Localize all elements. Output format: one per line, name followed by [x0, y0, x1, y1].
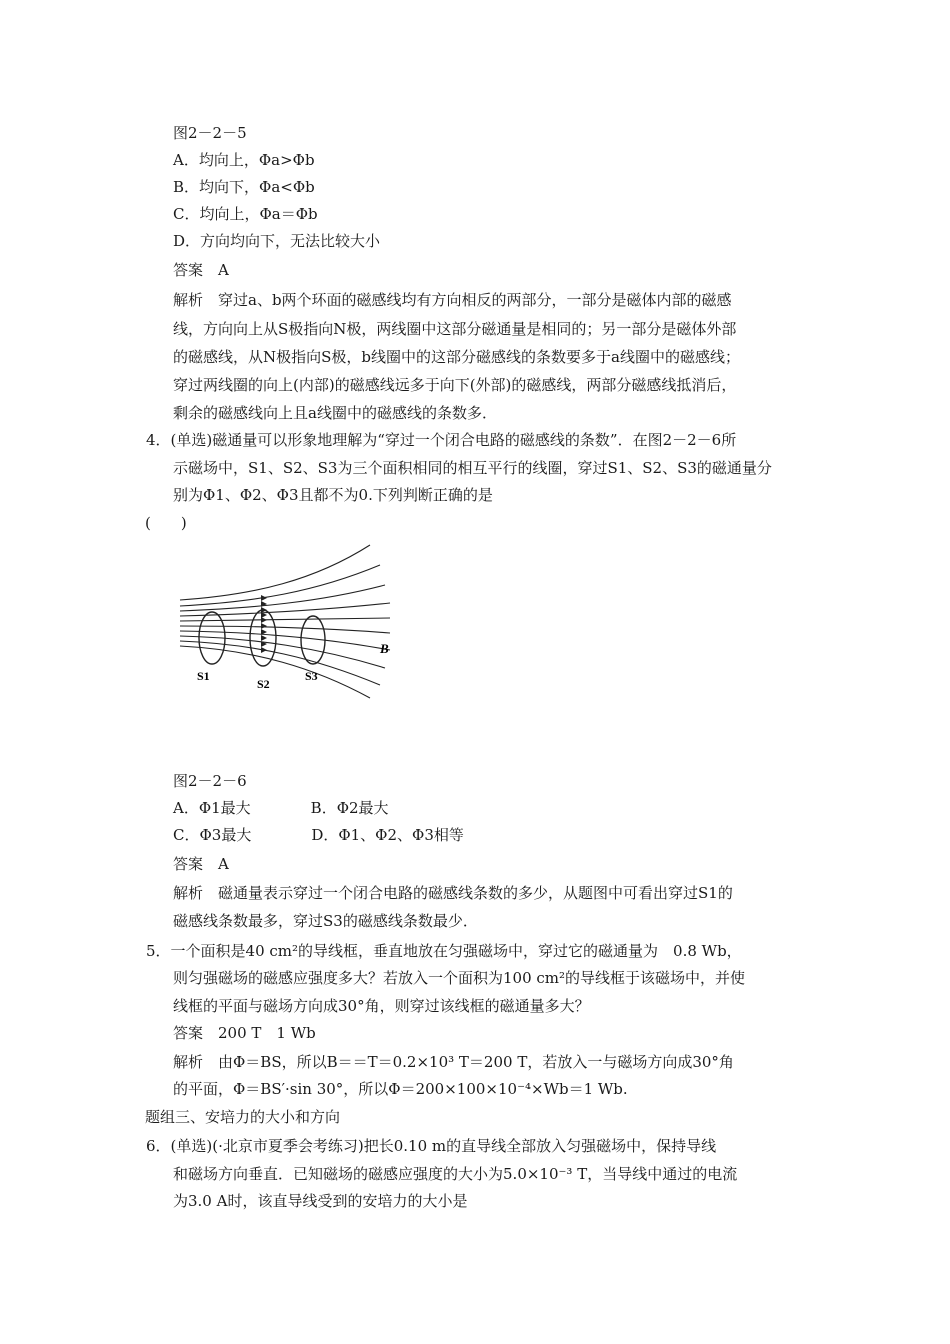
magnetic-field-figure	[175, 540, 420, 700]
explanation-line: 剩余的磁感线向上且a线圈中的磁感线的条数多．	[173, 404, 497, 422]
label-s3: S3	[305, 669, 318, 683]
figure-caption-2-2-6: 图2－2－6	[173, 772, 247, 790]
options-cd: C．Φ3最大 D．Φ1、Φ2、Φ3相等	[173, 826, 464, 844]
explanation-line: 磁感线条数最多，穿过S3的磁感线条数最少．	[173, 912, 478, 930]
section-heading: 题组三、安培力的大小和方向	[145, 1108, 341, 1126]
explanation-line: 解析 磁通量表示穿过一个闭合电路的磁感线条数的多少，从题图中可看出穿过S1的	[173, 884, 733, 902]
answer-q3: 答案 A	[173, 261, 229, 279]
label-b: B	[380, 641, 389, 656]
answer-blank: ( )	[145, 514, 187, 532]
question-4-line: 别为Φ1、Φ2、Φ3且都不为0.下列判断正确的是	[173, 486, 493, 504]
explanation-line: 的磁感线，从N极指向S极，b线圈中的这部分磁感线的条数要多于a线圈中的磁感线；	[173, 348, 740, 366]
field-lines	[180, 545, 390, 698]
answer-q5: 答案 200 T 1 Wb	[173, 1024, 316, 1042]
field-arrows	[261, 595, 267, 653]
option-c: C．均向上，Φa＝Φb	[173, 205, 318, 223]
question-6-line: 为3.0 A时，该直导线受到的安培力的大小是	[173, 1192, 468, 1210]
option-a: A．均向上，Φa>Φb	[173, 151, 315, 169]
explanation-line: 解析 由Φ＝BS，所以B＝＝T＝0.2×10³ T＝200 T，若放入一与磁场方向成30°角	[173, 1053, 734, 1071]
label-s1: S1	[197, 669, 210, 683]
explanation-line: 穿过两线圈的向上(内部)的磁感线远多于向下(外部)的磁感线，两部分磁感线抵消后，	[173, 376, 737, 394]
option-d: D．方向均向下，无法比较大小	[173, 232, 381, 250]
explanation-line: 的平面，Φ＝BS′·sin 30°，所以Φ＝200×100×10⁻⁴×Wb＝1 Wb.	[173, 1080, 628, 1098]
explanation-line: 解析 穿过a、b两个环面的磁感线均有方向相反的两部分，一部分是磁体内部的磁感	[173, 291, 732, 309]
question-4-line: 示磁场中，S1、S2、S3为三个面积相同的相互平行的线圈，穿过S1、S2、S3的磁通量分	[173, 459, 772, 477]
answer-q4: 答案 A	[173, 855, 229, 873]
options-ab: A．Φ1最大 B．Φ2最大	[173, 799, 389, 817]
label-s2: S2	[257, 677, 270, 691]
figure-caption-2-2-5: 图2－2－5	[173, 124, 247, 142]
question-5-line: 5．一个面积是40 cm²的导线框，垂直地放在匀强磁场中，穿过它的磁通量为 0.8 Wb，	[146, 942, 742, 960]
question-5-line: 则匀强磁场的磁感应强度多大？若放入一个面积为100 cm²的导线框于该磁场中，并使	[173, 969, 746, 987]
question-6-line: 和磁场方向垂直．已知磁场的磁感应强度的大小为5.0×10⁻³ T，当导线中通过的电流	[173, 1165, 738, 1183]
option-b: B．均向下，Φa<Φb	[173, 178, 315, 196]
explanation-line: 线，方向向上从S极指向N极，两线圈中这部分磁通量是相同的；另一部分是磁体外部	[173, 320, 737, 338]
question-5-line: 线框的平面与磁场方向成30°角，则穿过该线框的磁通量多大？	[173, 997, 590, 1015]
question-4-line: 4．(单选)磁通量可以形象地理解为“穿过一个闭合电路的磁感线的条数”．在图2－2－6所	[146, 431, 737, 449]
question-6-line: 6．(单选)(·北京市夏季会考练习)把长0.10 m的直导线全部放入匀强磁场中，保持导线	[146, 1137, 717, 1155]
